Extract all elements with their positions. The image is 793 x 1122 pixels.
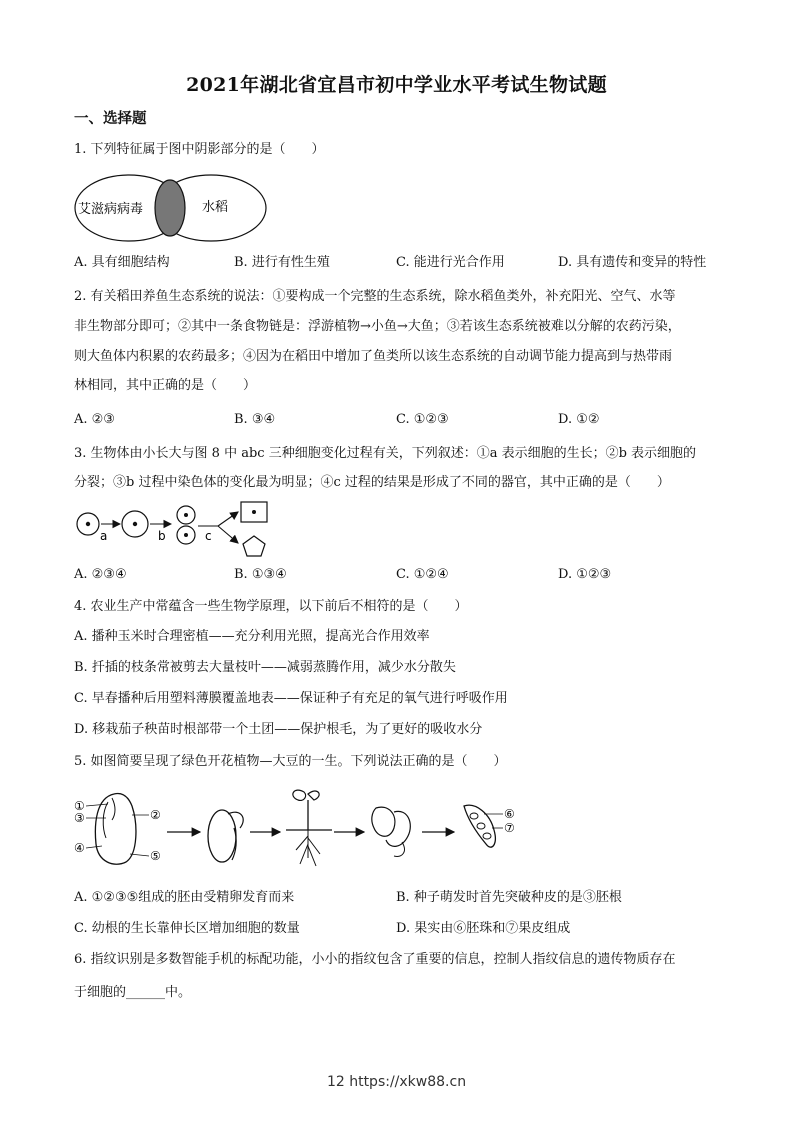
venn-left-label: 艾滋病病毒: [78, 202, 144, 217]
section-heading: 一、选择题: [74, 110, 147, 127]
label-a: a: [100, 529, 108, 543]
label-4: ④: [74, 841, 85, 855]
page-title: 2021年湖北省宜昌市初中学业水平考试生物试题: [186, 74, 607, 96]
q3-option-b: B. ①③④: [234, 567, 287, 582]
q3-stem-line-2: 分裂；③b 过程中染色体的变化最为明显；④c 过程的结果是形成了不同的器官，其中正确的是（ ）: [74, 475, 670, 490]
q1-stem: 1. 下列特征属于图中阴影部分的是（ ）: [74, 142, 325, 157]
q2-stem-line-4: 林相同，其中正确的是（ ）: [74, 378, 257, 393]
cell-change-diagram: [74, 500, 294, 562]
cell-2-nucleus: [133, 522, 137, 526]
page-footer: 12 https://xkw88.cn: [326, 1074, 467, 1090]
q4-option-c: C. 早春播种后用塑料薄膜覆盖地表——保证种子有充足的氧气进行呼吸作用: [74, 691, 508, 706]
q2-option-b: B. ③④: [234, 412, 276, 427]
pod-drawing: [464, 805, 495, 847]
q3-option-a: A. ②③④: [74, 567, 127, 582]
q5-option-b: B. 种子萌发时首先突破种皮的是③胚根: [396, 890, 622, 905]
label-3: ③: [74, 811, 85, 825]
q6-stem-line-2: 于细胞的______中。: [74, 985, 192, 1000]
q4-option-d: D. 移栽茄子秧苗时根部带一个土团——保护根毛，为了更好的吸收水分: [74, 722, 483, 737]
germinating-seed-drawing: [208, 810, 243, 862]
seed-drawing: [95, 794, 136, 865]
label-7: ⑦: [504, 821, 515, 835]
q2-option-d: D. ①②: [558, 412, 600, 427]
label-5: ⑤: [150, 849, 161, 863]
arrow-c-up: [218, 512, 238, 526]
q4-option-a: A. 播种玉米时合理密植——充分利用光照，提高光合作用效率: [74, 629, 430, 644]
label-1: ①: [74, 799, 85, 813]
q6-stem-line-1: 6. 指纹识别是多数智能手机的标配功能，小小的指纹包含了重要的信息，控制人指纹信息的遗传物质存在: [74, 952, 676, 967]
q3-stem-line-1: 3. 生物体由小长大与图 8 中 abc 三种细胞变化过程有关，下列叙述：①a 表示细胞的生长；②b 表示细胞的: [74, 446, 697, 461]
q3-option-c: C. ①②④: [396, 567, 449, 582]
q2-option-c: C. ①②③: [396, 412, 449, 427]
q5-stem: 5. 如图简要呈现了绿色开花植物—大豆的一生。下列说法正确的是（ ）: [74, 754, 507, 769]
cell-1-nucleus: [86, 522, 90, 526]
q1-option-d: D. 具有遗传和变异的特性: [558, 255, 707, 270]
q3-option-d: D. ①②③: [558, 567, 612, 582]
label-2: ②: [150, 808, 161, 822]
q2-stem-line-1: 2. 有关稻田养鱼生态系统的说法：①要构成一个完整的生态系统，除水稻鱼类外，补充阳光、空气、水等: [74, 289, 676, 304]
q5-option-a: A. ①②③⑤组成的胚由受精卵发育而来: [74, 890, 295, 905]
q5-option-d: D. 果实由⑥胚珠和⑦果皮组成: [396, 921, 571, 936]
label-b: b: [158, 529, 166, 543]
q2-stem-line-3: 则大鱼体内积累的农药最多；④因为在稻田中增加了鱼类所以该生态系统的自动调节能力提高到与热带雨: [74, 349, 673, 364]
arrow-c-down: [218, 526, 238, 543]
q4-option-b: B. 扦插的枝条常被剪去大量枝叶——减弱蒸腾作用，减少水分散失: [74, 660, 456, 675]
q1-option-c: C. 能进行光合作用: [396, 255, 505, 270]
q4-stem: 4. 农业生产中常蕴含一些生物学原理，以下前后不相符的是（ ）: [74, 599, 468, 614]
label-6: ⑥: [504, 807, 515, 821]
soybean-lifecycle-diagram: [72, 784, 532, 874]
flower-drawing: [372, 807, 410, 856]
q1-option-b: B. 进行有性生殖: [234, 255, 330, 270]
seedling-drawing: [286, 790, 332, 866]
q2-stem-line-2: 非生物部分即可；②其中一条食物链是：浮游植物→小鱼→大鱼；③若该生态系统被难以分解的农药污染，: [74, 319, 681, 334]
venn-right-label: 水稻: [202, 200, 229, 215]
pentagon-cell: [243, 536, 265, 556]
venn-diagram: [74, 172, 270, 244]
q1-option-a: A. 具有细胞结构: [74, 255, 170, 270]
label-c: c: [205, 529, 212, 543]
venn-shaded-overlap: [155, 180, 185, 236]
q2-option-a: A. ②③: [74, 412, 115, 427]
q5-option-c: C. 幼根的生长靠伸长区增加细胞的数量: [74, 921, 300, 936]
